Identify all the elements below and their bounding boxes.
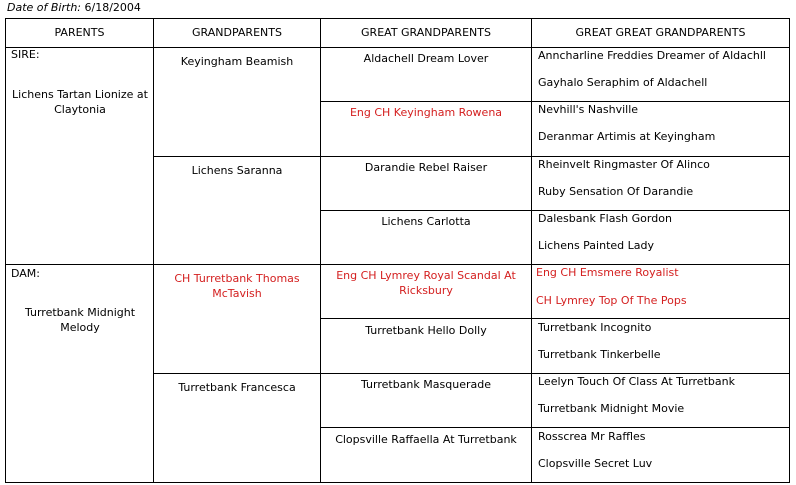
header-parents: PARENTS [54, 26, 105, 39]
great-great-grandparent-cell: Rosscrea Mr Raffles [538, 430, 646, 443]
grandparent-cell-champion: CH Turretbank Thomas McTavish [174, 272, 300, 300]
great-great-grandparent-cell: Deranmar Artimis at Keyingham [538, 130, 716, 143]
date-of-birth-value: 6/18/2004 [84, 1, 141, 14]
great-great-grandparent-cell: Lichens Painted Lady [538, 239, 654, 252]
great-grandparent-cell: Clopsville Raffaella At Turretbank [335, 433, 517, 446]
sire-name: Lichens Tartan Lionize at Claytonia [12, 88, 148, 116]
great-grandparent-cell: Darandie Rebel Raiser [364, 161, 488, 174]
grandparent-cell: Turretbank Francesca [178, 381, 296, 394]
row-divider [153, 156, 789, 157]
great-great-grandparent-cell-champion: Eng CH Emsmere Royalist [536, 266, 679, 279]
great-grandparent-cell-champion: Eng CH Keyingham Rowena [349, 106, 503, 119]
column-divider [531, 19, 532, 482]
grandparent-cell: Keyingham Beamish [180, 55, 294, 68]
row-divider [320, 101, 789, 102]
great-grandparent-cell: Lichens Carlotta [381, 215, 471, 228]
date-of-birth [7, 1, 141, 14]
sire-label: SIRE: [11, 48, 40, 61]
great-great-grandparent-cell: Nevhill's Nashville [538, 103, 639, 116]
great-grandparent-cell: Turretbank Hello Dolly [365, 324, 487, 337]
great-grandparent-cell: Aldachell Dream Lover [363, 52, 489, 65]
great-great-grandparent-cell: Gayhalo Seraphim of Aldachell [538, 76, 708, 89]
great-great-grandparent-cell: Turretbank Incognito [538, 321, 652, 334]
row-divider [320, 210, 789, 211]
great-great-grandparent-cell: Turretbank Tinkerbelle [538, 348, 661, 361]
great-grandparent-cell: Turretbank Masquerade [361, 378, 491, 391]
row-divider [153, 373, 789, 374]
great-great-grandparent-cell-champion: CH Lymrey Top Of The Pops [536, 294, 687, 307]
great-grandparent-cell-champion: Eng CH Lymrey Royal Scandal At Ricksbury [336, 269, 516, 297]
great-great-grandparent-cell: Clopsville Secret Luv [538, 457, 653, 470]
dam-label: DAM: [11, 267, 40, 280]
grandparent-cell: Lichens Saranna [191, 164, 283, 177]
great-great-grandparent-cell: Turretbank Midnight Movie [538, 402, 685, 415]
great-great-grandparent-cell: Dalesbank Flash Gordon [538, 212, 672, 225]
great-great-grandparent-cell: Ruby Sensation Of Darandie [538, 185, 694, 198]
header-great-great-grandparents: GREAT GREAT GRANDPARENTS [575, 26, 746, 39]
date-of-birth-label: Date of Birth: [7, 1, 82, 14]
header-great-grandparents: GREAT GRANDPARENTS [361, 26, 491, 39]
sire-dam-divider [6, 264, 789, 265]
dam-name: Turretbank Midnight Melody [24, 306, 136, 334]
row-divider [320, 427, 789, 428]
pedigree-table [5, 18, 790, 483]
column-divider [153, 19, 154, 482]
great-great-grandparent-cell: Leelyn Touch Of Class At Turretbank [538, 375, 735, 388]
great-great-grandparent-cell: Rheinvelt Ringmaster Of Alinco [538, 158, 710, 171]
row-divider [320, 318, 789, 319]
column-divider [320, 19, 321, 482]
header-grandparents: GRANDPARENTS [192, 26, 282, 39]
great-great-grandparent-cell: Anncharline Freddies Dreamer of Aldachll [538, 49, 766, 62]
